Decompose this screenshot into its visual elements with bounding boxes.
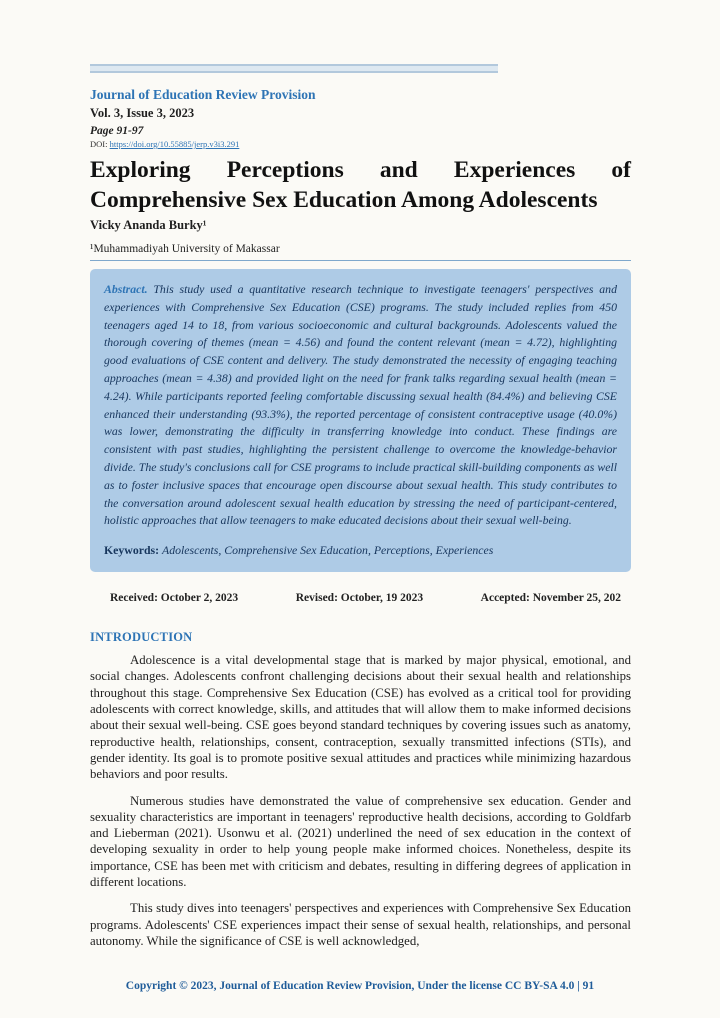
author-affiliation: ¹Muhammadiyah University of Makassar (90, 242, 631, 261)
introduction-paragraph: This study dives into teenagers' perspectives and experiences with Comprehensive Sex Education programs. Adolescents' CSE experiences impact their sense of sexual health, relationships, and personal autonomy. While the significance of CSE is well acknowledged, (90, 901, 631, 948)
keywords-values: Adolescents, Comprehensive Sex Education, Perceptions, Experiences (162, 543, 494, 558)
abstract-label: Abstract. (104, 282, 148, 296)
abstract-box (90, 269, 631, 572)
doi-link[interactable]: https://doi.org/10.55885/jerp.v3i3.291 (109, 139, 240, 149)
keywords-label: Keywords: (104, 543, 160, 558)
doi-label: DOI: (90, 139, 108, 149)
journal-name: Journal of Education Review Provision (90, 87, 316, 102)
revised-date: Revised: October, 19 2023 (295, 592, 424, 605)
review-dates-row (90, 592, 631, 604)
introduction-paragraph: Numerous studies have demonstrated the value of comprehensive sex education. Gender and sexuality characteristics are important in teenagers' reproductive health decisions, according to Goldfarb and Lieberman (2021). Usonwu et al. (2021) underlined the need of sex education in the context of developing sexuality in order to help young people make informed choices. Nonetheless, despite its importance, CSE has been met with criticism and debates, resulting in differing degrees of application in different locations. (90, 793, 631, 890)
author-name: Vicky Ananda Burky¹ (90, 218, 207, 232)
header-divider (90, 64, 498, 73)
doi-line (90, 139, 631, 150)
keywords-line (104, 543, 617, 558)
volume-issue-line: Vol. 3, Issue 3, 2023 (90, 106, 195, 120)
page-range-line: Page 91-97 (90, 125, 144, 137)
article-title: Exploring Perceptions and Experiences of Comprehensive Sex Education Among Adolescents (90, 157, 631, 213)
accepted-date: Accepted: November 25, 202 (480, 592, 621, 605)
introduction-heading: INTRODUCTION (90, 630, 193, 645)
abstract-paragraph (104, 281, 617, 530)
copyright-footer: Copyright © 2023, Journal of Education Review Provision, Under the license CC BY-SA 4.0 | 91 (125, 980, 595, 992)
received-date: Received: October 2, 2023 (110, 592, 239, 605)
abstract-text: This study used a quantitative research technique to investigate teenagers' perspectives and experiences with Comprehensive Sex Education (CSE) programs. The study included replies from 450 teenagers aged 14 to 18, from various socioeconomic and cultural backgrounds. Adolescents valued the thorough covering of themes (mean = 4.56) and found the content relevant (mean = 4.72), highlighting good evaluations of CSE content and delivery. The study demonstrated the necessity of engaging teaching approaches (mean = 4.38) and provided light on the need for frank talks regarding sexual health (mean = 4.24). While participants reported feeling comfortable discussing sexual health (84.4%) and believing CSE enhanced their understanding (93.3%), the reported percentage of consistent contraceptive usage (40.0%) was lower, demonstrating the difficulty in transferring knowledge into conduct. These findings are consistent with past studies, highlighting the persistent challenge to overcome the knowledge-behavior divide. The study's conclusions call for CSE programs to include practical skill-building components as well as to foster inclusive spaces that encourage open discourse about sexual health. This study contributes to the conversation around adolescent sexual health education by stressing the need of participant-centered, holistic approaches that allow teenagers to make educated decisions about their sexual well-being. (104, 282, 617, 528)
introduction-paragraph: Adolescence is a vital developmental stage that is marked by major physical, emotional, and social changes. Adolescents confront challenging decisions about their sexual health and relationships throughout this stage. Comprehensive Sex Education (CSE) has evolved as a critical tool for providing adolescents with correct knowledge, skills, and attitudes that will allow them to make informed decisions about their sexual well-being. CSE goes beyond standard techniques by covering issues such as anatomy, reproductive health, relationships, consent, contraception, sexually transmitted infections (STIs), and gender identity. Its goal is to promote positive sexual attitudes and practices while minimizing hazardous behaviors and poor results. (90, 653, 631, 782)
